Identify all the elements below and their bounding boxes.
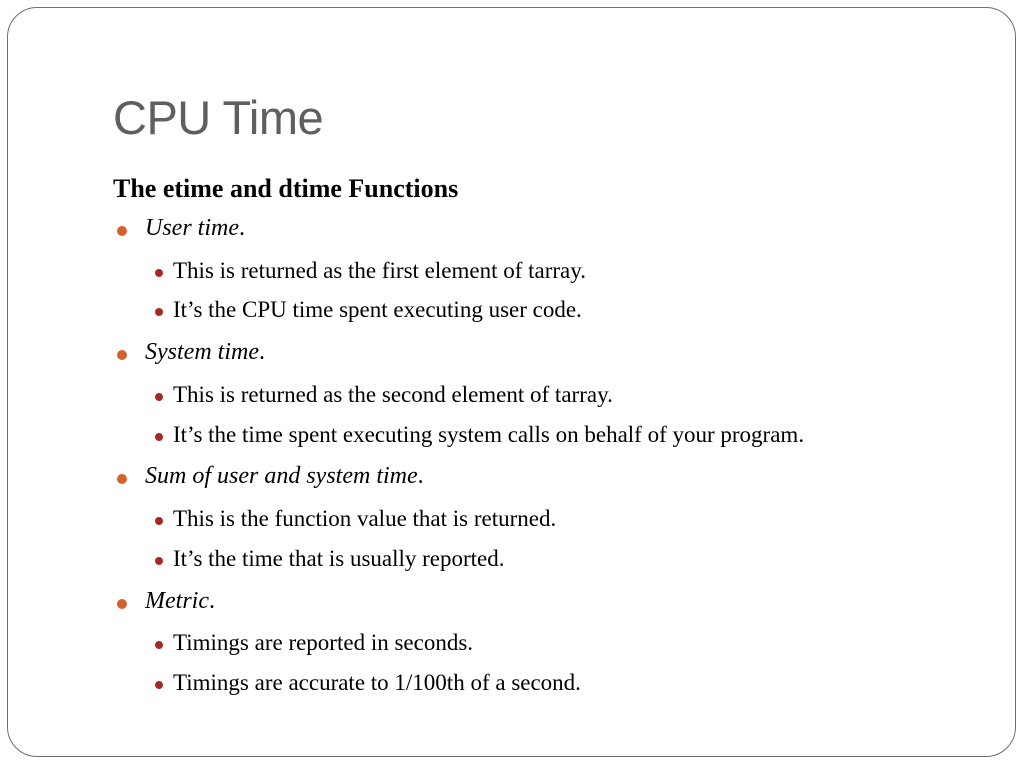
sub-bullet-text: Timings are reported in seconds.	[173, 630, 474, 655]
slide-frame	[7, 7, 1016, 757]
sub-bullet-icon	[155, 641, 163, 649]
bullet-text: User time.	[145, 215, 245, 241]
bullet-text: Sum of user and system time.	[145, 463, 424, 489]
bullet-item	[113, 339, 265, 366]
sub-bullet-icon	[155, 308, 163, 316]
sub-bullet-item	[150, 297, 582, 323]
sub-bullet-text: Timings are accurate to 1/100th of a second.	[173, 670, 581, 695]
sub-bullet-text: It’s the time that is usually reported.	[173, 546, 505, 571]
bullet-item	[113, 215, 245, 242]
slide-subtitle: The etime and dtime Functions	[113, 174, 459, 203]
sub-bullet-item	[150, 546, 505, 572]
bullet-icon	[117, 226, 127, 236]
bullet-list	[113, 8, 1003, 748]
sub-bullet-text: This is the function value that is returned.	[173, 506, 557, 531]
sub-bullet-icon	[155, 393, 163, 401]
sub-bullet-text: This is returned as the first element of tarray.	[173, 258, 587, 283]
sub-bullet-item	[150, 422, 804, 448]
sub-bullet-icon	[155, 681, 163, 689]
sub-bullet-icon	[155, 557, 163, 565]
bullet-text: System time.	[145, 339, 265, 365]
bullet-icon	[117, 599, 127, 609]
sub-bullet-item	[150, 506, 556, 532]
sub-bullet-icon	[155, 269, 163, 277]
sub-bullet-icon	[155, 517, 163, 525]
sub-bullet-item	[150, 258, 586, 284]
bullet-text: Metric.	[145, 588, 215, 614]
slide-title: CPU Time	[113, 91, 324, 144]
sub-bullet-item	[150, 382, 613, 408]
bullet-icon	[117, 350, 127, 360]
sub-bullet-item	[150, 630, 473, 656]
bullet-item	[113, 588, 215, 615]
bullet-icon	[117, 474, 127, 484]
sub-bullet-text: It’s the time spent executing system calls on behalf of your program.	[173, 422, 805, 447]
bullet-item	[113, 463, 424, 490]
sub-bullet-text: This is returned as the second element of tarray.	[173, 382, 613, 407]
sub-bullet-text: It’s the CPU time spent executing user code.	[173, 297, 582, 322]
sub-bullet-icon	[155, 433, 163, 441]
sub-bullet-item	[150, 670, 581, 696]
